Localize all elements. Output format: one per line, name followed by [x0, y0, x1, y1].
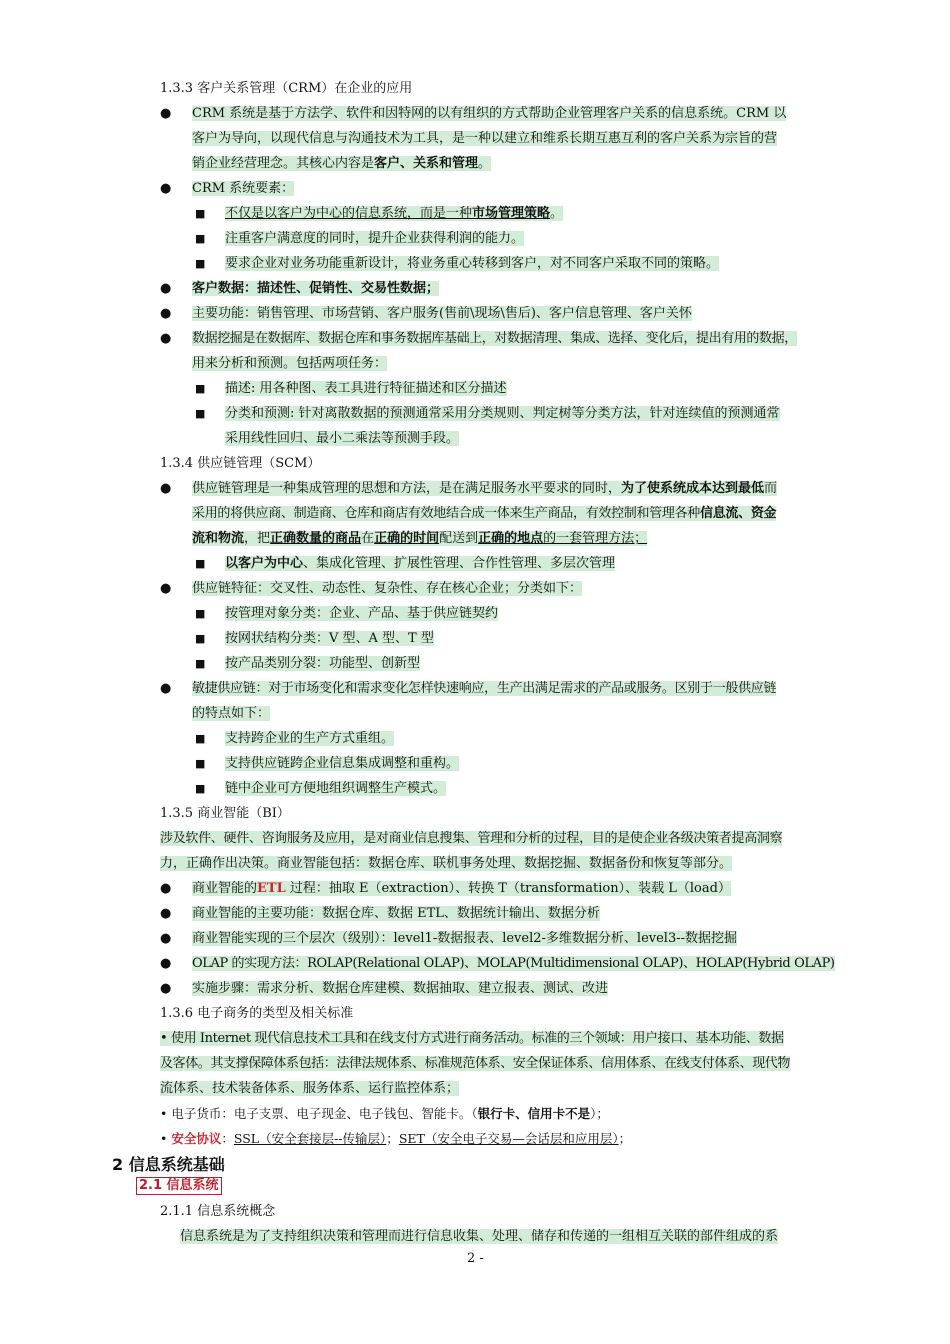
- paragraph-line: 流体系、技术装备体系、服务体系、运行监控体系；: [160, 1081, 460, 1096]
- bullet-icon: ●: [160, 581, 172, 596]
- bullet-icon: ●: [160, 956, 172, 971]
- electronic-money-line: • 电子货币：电子支票、电子现金、电子钱包、智能卡。（银行卡、信用卡不是）；: [160, 1106, 609, 1121]
- paragraph-line: 用来分析和预测。包括两项任务：: [192, 356, 388, 371]
- section-title-1-3-5: 1.3.5 商业智能（BI）: [160, 806, 290, 821]
- square-bullet-icon: ■: [195, 407, 206, 420]
- square-bullet-icon: ■: [195, 232, 206, 245]
- list-item: 商业智能的主要功能：数据仓库、数据 ETL、数据统计输出、数据分析: [192, 906, 600, 921]
- chapter-title: 2 信息系统基础: [112, 1155, 225, 1174]
- bullet-icon: ●: [160, 331, 172, 346]
- bullet-icon: ●: [160, 106, 172, 121]
- bullet-icon: ●: [160, 931, 172, 946]
- bullet-icon: ●: [160, 281, 172, 296]
- square-bullet-icon: ■: [195, 732, 206, 745]
- paragraph-line: • 使用 Internet 现代信息技术工具和在线支付方式进行商务活动。标准的三个领域：用户接口、基本功能、数据: [160, 1031, 784, 1046]
- square-bullet-icon: ■: [195, 657, 206, 670]
- paragraph-line: 供应链管理是一种集成管理的思想和方法，是在满足服务水平要求的同时，为了使系统成本达到最低而: [192, 481, 778, 496]
- paragraph-line: 敏捷供应链：对于市场变化和需求变化怎样快速响应，生产出满足需求的产品或服务。区别于一般供应链: [192, 681, 777, 696]
- list-item: 注重客户满意度的同时，提升企业获得利润的能力。: [225, 231, 525, 246]
- square-bullet-icon: ■: [195, 757, 206, 770]
- page-number: 2 -: [467, 1251, 484, 1266]
- bullet-icon: ●: [160, 681, 172, 696]
- list-item: 要求企业对业务功能重新设计，将业务重心转移到客户，对不同客户采取不同的策略。: [225, 256, 720, 271]
- paragraph-line: CRM 系统是基于方法学、软件和因特网的以有组织的方式帮助企业管理客户关系的信息系统。CRM 以: [192, 106, 787, 121]
- list-item: CRM 系统要素：: [192, 181, 295, 196]
- bullet-icon: ●: [160, 981, 172, 996]
- paragraph-line: 力，正确作出决策。商业智能包括：数据仓库、联机事务处理、数据挖掘、数据备份和恢复等部分。: [160, 856, 733, 871]
- security-protocol-line: • 安全协议：SSL（安全套接层--传输层）；SET（安全电子交易—会话层和应用层）；: [160, 1131, 632, 1146]
- bullet-icon: ●: [160, 306, 172, 321]
- list-item: 不仅是以客户为中心的信息系统，而是一种市场管理策略。: [225, 206, 564, 221]
- square-bullet-icon: ■: [195, 257, 206, 270]
- list-item: 描述: 用各种图、表工具进行特征描述和区分描述: [225, 381, 507, 396]
- list-item: 按管理对象分类：企业、产品、基于供应链契约: [225, 606, 499, 621]
- list-item: 按网状结构分类：V 型、A 型、T 型: [225, 631, 434, 646]
- paragraph-line: 采用线性回归、最小二乘法等预测手段。: [225, 431, 460, 446]
- bullet-icon: ●: [160, 906, 172, 921]
- section-heading-2-1: 2.1 信息系统: [136, 1177, 222, 1195]
- list-item: 以客户为中心、集成化管理、扩展性管理、合作性管理、多层次管理: [225, 556, 616, 571]
- bullet-icon: ●: [160, 181, 172, 196]
- list-item: 链中企业可方便地组织调整生产模式。: [225, 781, 447, 796]
- square-bullet-icon: ■: [195, 607, 206, 620]
- paragraph-line: 流和物流，把正确数量的商品在正确的时间配送到正确的地点的一套管理方法；: [192, 531, 648, 546]
- section-title-1-3-6: 1.3.6 电子商务的类型及相关标准: [160, 1006, 354, 1021]
- square-bullet-icon: ■: [195, 207, 206, 220]
- square-bullet-icon: ■: [195, 782, 206, 795]
- paragraph-line: 采用的将供应商、制造商、仓库和商店有效地结合成一体来生产商品，有效控制和管理各种信息流、资金: [192, 506, 777, 521]
- section-title-2-1-1: 2.1.1 信息系统概念: [160, 1204, 276, 1219]
- section-title-1-3-3: 1.3.3 客户关系管理（CRM）在企业的应用: [160, 81, 413, 96]
- square-bullet-icon: ■: [195, 557, 206, 570]
- list-item: 按产品类别分裂：功能型、创新型: [225, 656, 421, 671]
- list-item: 客户数据：描述性、促销性、交易性数据；: [192, 281, 440, 296]
- paragraph-line: 的特点如下：: [192, 706, 271, 721]
- bullet-icon: ●: [160, 481, 172, 496]
- list-item: OLAP 的实现方法：ROLAP(Relational OLAP)、MOLAP(Multidimensional OLAP)、HOLAP(Hybrid OLAP): [192, 956, 835, 971]
- paragraph-line: 信息系统是为了支持组织决策和管理而进行信息收集、处理、储存和传递的一组相互关联的部件组成的系: [180, 1229, 779, 1244]
- paragraph-line: 涉及软件、硬件、咨询服务及应用，是对商业信息搜集、管理和分析的过程，目的是使企业各级决策者提高洞察: [160, 831, 783, 846]
- list-item: 实施步骤：需求分析、数据仓库建模、数据抽取、建立报表、测试、改进: [192, 981, 609, 996]
- square-bullet-icon: ■: [195, 382, 206, 395]
- section-title-1-3-4: 1.3.4 供应链管理（SCM）: [160, 456, 321, 471]
- list-item: 支持供应链跨企业信息集成调整和重构。: [225, 756, 460, 771]
- list-item: 商业智能的ETL 过程：抽取 E（extraction）、转换 T（transformation）、装载 L（load）: [192, 881, 731, 896]
- paragraph-line: 数据挖掘是在数据库、数据仓库和事务数据库基础上，对数据清理、集成、选择、变化后，提出有用的数据，: [192, 331, 797, 346]
- bullet-icon: ●: [160, 881, 172, 896]
- list-item: 主要功能：销售管理、市场营销、客户服务(售前\现场\售后)、客户信息管理、客户关怀: [192, 306, 692, 321]
- list-item: 供应链特征：交叉性、动态性、复杂性、存在核心企业；分类如下：: [192, 581, 583, 596]
- paragraph-line: 分类和预测: 针对离散数据的预测通常采用分类规则、判定树等分类方法，针对连续值的预测通常: [225, 406, 780, 421]
- square-bullet-icon: ■: [195, 632, 206, 645]
- paragraph-line: 及客体。其支撑保障体系包括：法律法规体系、标准规范体系、安全保证体系、信用体系、在线支付体系、现代物: [160, 1056, 791, 1071]
- paragraph-line: 销企业经营理念。其核心内容是客户、关系和管理。: [192, 156, 492, 171]
- list-item: 支持跨企业的生产方式重组。: [225, 731, 395, 746]
- paragraph-line: 客户为导向，以现代信息与沟通技术为工具，是一种以建立和维系长期互惠互利的客户关系为宗旨的营: [192, 131, 778, 146]
- list-item: 商业智能实现的三个层次（级别）：level1-数据报表、level2-多维数据分析、level3--数据挖掘: [192, 931, 738, 946]
